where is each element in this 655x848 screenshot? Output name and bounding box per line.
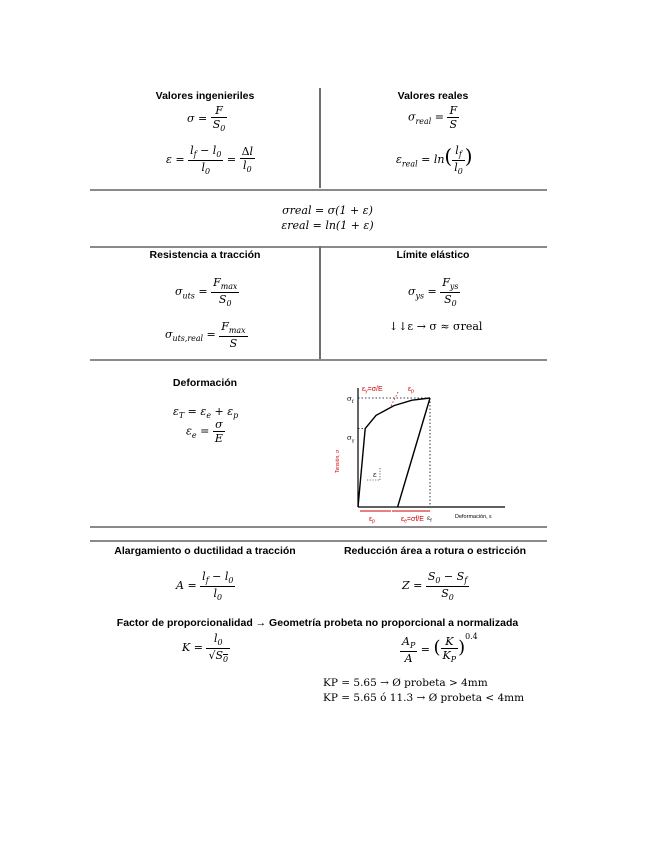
curve-series [358, 398, 430, 507]
y-tick-sigma-f: $\sigma_f$ [347, 395, 354, 405]
x-tick-eps-f: $\varepsilon_f$ [427, 515, 432, 524]
divider-line-1 [90, 189, 547, 191]
note-kp-small: KP = 5.65 ó 11.3 → Ø probeta < 4mm [323, 692, 525, 704]
y-axis-label: Tensión, σ [335, 449, 341, 473]
y-tick-sigma-y: $\sigma_y$ [347, 434, 355, 444]
annotation-eps-e: $\varepsilon_e=\sigma f/E$ [401, 516, 424, 525]
formula-area-reduction: Z = $\frac{S_0 - S_f}{S_0}$ [402, 570, 468, 602]
note-kp-large: KP = 5.65 → Ø probeta > 4mm [323, 677, 488, 689]
divider-line-5 [90, 540, 547, 542]
heading-engineering-values: Valores ingenieriles [155, 90, 255, 102]
formula-real-strain: $\varepsilon_{real} = \ln$( $\frac{l_f}{l_0}$ ) [396, 144, 473, 176]
formula-elastic-strain: $\varepsilon_e$ = $\frac{\sigma}{E}$ [186, 418, 223, 446]
annotation-eps-p-bottom: $\varepsilon_p$ [369, 516, 375, 525]
formula-conversion-strain: εreal = ln(1 + ε) [281, 219, 374, 232]
column-divider-1 [319, 88, 321, 188]
heading-tensile-strength: Resistencia a tracción [149, 249, 261, 261]
stress-strain-chart [325, 378, 510, 528]
formula-eng-stress: σ = $\frac{F}{S_0}$ [187, 104, 226, 134]
formula-real-stress: $\sigma_{real}$ = $\frac{F}{S}$ [408, 104, 458, 132]
formula-eng-strain: ε = $\frac{l_f - l_0}{l_0}$ = $\frac{\Delta l}{l_0}$ [166, 144, 254, 176]
formula-k-factor: K = $\frac{l_0}{√S_0}$ [182, 632, 229, 664]
note-small-strain: ↓↓ε → σ ≈ σreal [389, 320, 483, 333]
heading-real-values: Valores reales [397, 90, 469, 102]
x-axis-label: Deformación, ε [455, 514, 492, 520]
unloading-series [398, 398, 430, 507]
annotation-eps: ε [373, 471, 377, 479]
formula-uts-real: $\sigma_{uts,real}$ = $\frac{F_{max}}{S}$ [165, 320, 246, 350]
formula-elongation: A = $\frac{l_f - l_0}{l_0}$ [176, 570, 234, 602]
annotation-eps-p-top: $\varepsilon_p$ [408, 386, 414, 395]
formula-total-strain: $\varepsilon_T = \varepsilon_e + \varepsilon_p$ [173, 405, 239, 421]
column-divider-2 [319, 246, 321, 359]
heading-yield-limit: Límite elástico [396, 249, 470, 261]
heading-elongation: Alargamiento o ductilidad a tracción [114, 545, 296, 557]
heading-proportionality-factor: Factor de proporcionalidad → Geometría probeta no proporcional a normalizada [116, 617, 519, 629]
formula-area-ratio: $\frac{A_P}{A}$ = ( $\frac{K}{K_P}$ )$^{0.4}$ [402, 632, 478, 665]
divider-line-3 [90, 359, 547, 361]
red-dotted-extension [391, 392, 398, 406]
divider-line-4 [90, 526, 547, 528]
annotation-eps-y: $\varepsilon_y=\sigma/E$ [362, 386, 383, 395]
formula-yield: $\sigma_{ys}$ = $\frac{F_{ys}}{S_0}$ [408, 276, 459, 308]
formula-uts: $\sigma_{uts}$ = $\frac{F_{max}}{S_0}$ [175, 276, 238, 308]
heading-area-reduction: Reducción área a rotura o estricción [343, 545, 527, 557]
heading-deformation: Deformación [172, 377, 238, 389]
formula-conversion-stress: σreal = σ(1 + ε) [282, 204, 373, 217]
